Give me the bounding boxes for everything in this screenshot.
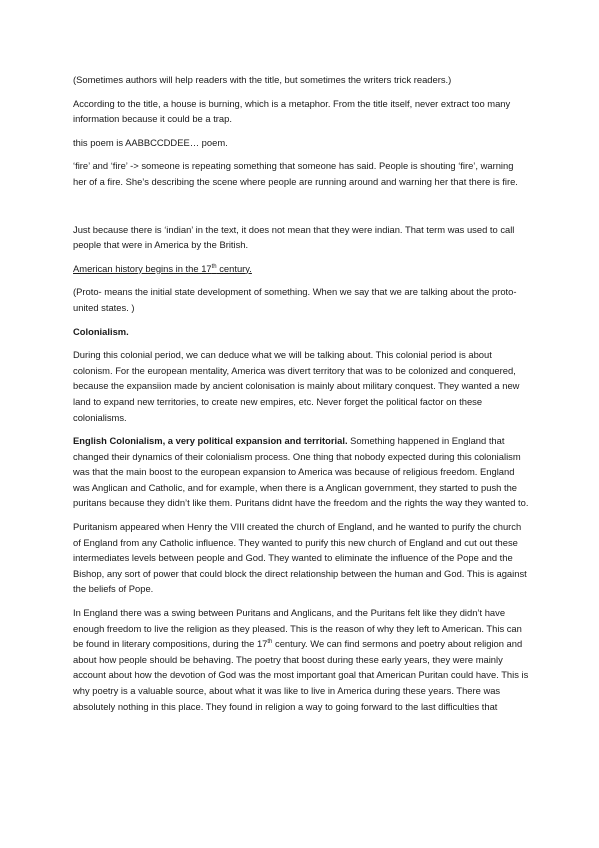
superscript: th [211,263,217,270]
superscript: th [267,639,273,646]
paragraph-colonial-period: During this colonial period, we can deduce what we will be talking about. This colonial period is about colonism. For the european mentality, America was divert territory that was to be colonized and conquered, because the expansiion made by ancient colonisation is mainly about military conquest. They wanted a new land to expand new territories, to create new empires, etc. Never forget the political factor on these colonialisms. [73,349,520,423]
bold-lead: English Colonialism, a very political expansion and territorial. [73,435,348,447]
paragraph-proto-note: (Proto- means the initial state development of something. When we say that we are talking about the proto-united states. ) [73,286,517,313]
paragraph-english-colonialism [73,433,529,511]
paragraph-american-history [73,261,529,277]
text-run: Something happened in England that changed their dynamics of their colonialism process. One thing that nobody expected during this colonialism was that the main boost to the european expansion to America was because of religious freedom. England was Anglican and Catholic, and for example, when there is a Anglican government, they started to push the puritans because they didn’t like them. Puritans didnt have the freedom and the rights the way they wanted to. [73,435,529,509]
heading-text: Colonialism. [73,325,129,337]
paragraph-puritans-anglicans [73,605,529,714]
paragraph-rhyme-scheme: this poem is AABBCCDDEE… poem. [73,136,228,148]
paragraph-puritanism: Puritanism appeared when Henry the VIII created the church of England, and he wanted to purify the church of England from any Catholic influence. They wanted to purify this new church of England and cut out these intermediates levels between people and God. They wanted to eliminate the influence of the Pope and the Bishop, any sort of power that could block the direct relationship between the human and God. This is against the beliefs of Pope. [73,521,527,595]
text-run: century. [216,262,252,274]
paragraph-fire-repetition: ‘fire’ and ‘fire’ -> someone is repeating something that someone has said. People is shouting ‘fire’, warning her of a fire. She’s describing the scene where people are running around and warning her that there is fire. [73,160,518,187]
spacer [73,198,529,222]
text-run: American history begins in the 17 [73,262,212,274]
text-run: century. We can find sermons and poetry about religion and about how people should be behaving. The poetry that boost during these early years, they were mainly account about how the devotion of God was the most important goal that American Puritan could have. This is why poetry is a valuable source, about what it was like to live in America during these years. There was absolutely nothing in this place. They found in religion a way to going forward to the last difficulties that [73,638,529,712]
paragraph-indian-term: Just because there is ‘indian’ in the text, it does not mean that they were indian. That term was used to call people that were in America by the British. [73,223,515,251]
heading-colonialism [73,324,529,340]
paragraph-title-note: (Sometimes authors will help readers with the title, but sometimes the writers trick readers.) [73,74,452,85]
underlined-statement [73,263,252,274]
paragraph-title-metaphor: According to the title, a house is burning, which is a metaphor. From the title itself, never extract too many information because it could be a trap. [73,97,511,125]
text-run: In England there was a swing between Puritans and Anglicans, and the Puritans felt like they didn’t have enough freedom to live the religion as they pleased. This is the reason of why they left to American. This can be found in literary compositions, during the 17 [73,607,522,650]
